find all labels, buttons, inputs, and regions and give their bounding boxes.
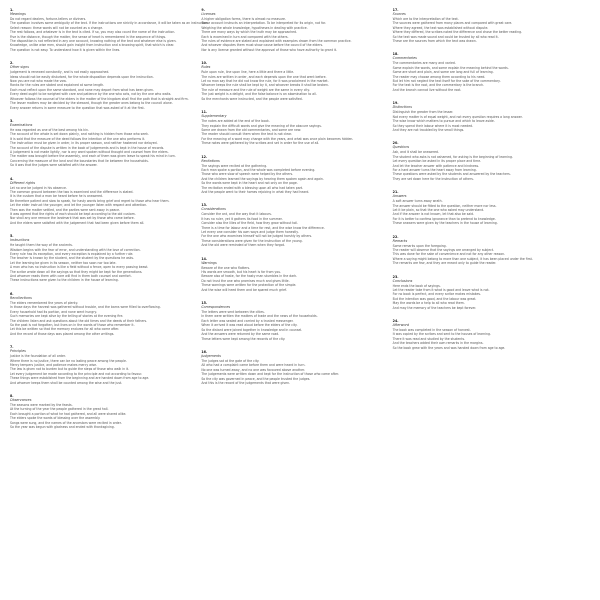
section-number: 8. (10, 393, 14, 398)
text-line: And this is the record of the judgements that were given. (201, 380, 291, 385)
text-line: And whoever keeps them shall be counted among the wise and the just. (10, 380, 123, 385)
section-number: 3. (10, 118, 14, 123)
section-title: Meanings (10, 12, 26, 16)
text-line: Consider also the lilies of the field, how they grow without toil. (201, 221, 299, 226)
text-line: But let him not neglect the text itself for the sake of the commentary. (392, 79, 501, 84)
text-line: Let the elder instruct the younger, and let the younger listen with respect and attention. (10, 203, 148, 208)
text-line: Not every matter is of equal weight, and not every question requires a long answer. (392, 114, 523, 119)
text-line: For no book is perfect, and every scribe makes mistakes. (392, 292, 481, 297)
text-line: These instructions were given to the children in the house of learning. (10, 278, 119, 283)
text-line: A man who has no instruction is like a field without a fence, open to every passing beast. (10, 265, 149, 270)
section-entry (393, 52, 570, 92)
section-number: 17. (392, 8, 399, 12)
text-line: Wisdom begins with the fear of error, and understanding with the love of correction. (10, 247, 141, 252)
text-line: For the text is the root, and the commentary is the branch. (392, 83, 485, 88)
section-number: 1. (10, 8, 14, 12)
section-title: Sources (392, 12, 406, 16)
text-line: Nor is any license granted without the approval of those who have authority to grant it. (201, 47, 338, 52)
text-line: And the children learned the sayings by hearing them spoken again and again. (201, 176, 324, 181)
text-line: The seasons were marked by the feasts. (10, 402, 73, 407)
text-line: So the distant were joined together in knowledge and in counsel. (201, 327, 303, 332)
text-line: The sources were gathered from many places and compared with great care. (392, 21, 513, 26)
section-title: Supplementary (201, 114, 227, 119)
section-entry (201, 61, 378, 101)
text-line: The notes are added at the end of the book. (201, 119, 270, 124)
text-line: All who had a complaint came before them and were heard in turn. (201, 363, 306, 368)
section-title: Recollections (10, 295, 32, 300)
text-line: The just weight is a delight, and the false balance is an abomination to all. (201, 92, 317, 97)
text-line: So it was that the judges were satisfied with the answer. (10, 163, 98, 168)
text-line: The scribe wrote down all the sayings so that they might be kept for the generations. (10, 269, 143, 274)
section-number: 16. (201, 349, 208, 354)
text-line: So the past is not forgotten, but lives on in the words of those who remember it. (10, 322, 135, 327)
text-line: The matter was brought before the assembly, and each of them was given leave to speak his mind in turn. (10, 154, 176, 159)
section-number: 21. (392, 190, 399, 195)
text-line: Which are to the interpretation of the text. (392, 17, 459, 21)
text-line: Let this be written so that the memory endures for all who come after. (10, 327, 120, 332)
section-number: 23. (392, 274, 399, 279)
text-line: The judges sat at the gate of the city. (201, 358, 260, 363)
text-line: A soft answer turns away wrath. (392, 199, 443, 204)
text-line: Do not trust the one who promises much and gives little. (201, 278, 290, 283)
text-line: Some remarks upon the foregoing. (392, 243, 447, 248)
section-title: Examinations (10, 122, 33, 127)
text-line: Let the learning be given in its season, neither too soon nor too late. (10, 260, 117, 265)
text-line: Each letter was sealed and carried by a trusted messenger. (201, 318, 294, 323)
section-title: Questions (392, 145, 410, 150)
section-entry (201, 8, 378, 52)
text-line: No one was turned away, and no one was favoured above another. (201, 367, 305, 372)
section-number: 22. (392, 234, 399, 239)
text-line: Let it be plain, so that the one who asked may understand. (392, 207, 485, 212)
section-title: Considerations (201, 207, 226, 212)
text-line: These warnings were written for the protection of the simple. (201, 283, 297, 288)
text-line: The reader may choose among them according to his need. (392, 74, 486, 79)
section-title: Commentaries (392, 56, 417, 61)
text-line: Some explain the words, and some explain the meaning behind the words. (392, 65, 509, 70)
section-title: Licenses (201, 12, 216, 16)
text-line: Nor shall any one remove the landmark that was set by those who came before. (10, 216, 135, 221)
section-entry (10, 61, 187, 110)
text-line: Every rule has its exception, and every exception is explained by a further rule. (10, 252, 134, 257)
text-line: A judgement is not made lightly, nor is any word spoken without thought and counsel from the elders. (10, 149, 169, 154)
text-line: Let no one be judged in his absence. (10, 185, 67, 190)
text-line: And the record of those days was placed among the other writings. (10, 331, 115, 336)
section-number: 10. (201, 61, 208, 66)
section-number: 15. (201, 301, 208, 306)
text-line: The recitation ended with a blessing upon all who had taken part. (201, 185, 304, 190)
text-line: May the words be a help to all who read them. (392, 301, 465, 306)
text-line: The common ground between the two is examined and the difference is stated. (10, 189, 134, 194)
text-line: Rule upon rule, line upon line, here a little and there a little. (201, 70, 295, 75)
section-title: Other signs (10, 65, 29, 70)
section-number: 20. (392, 141, 399, 146)
section-entry (201, 203, 378, 247)
text-line: Every deed ought to be weighed with care and patience by the one who acts, not by the one who waits. (10, 92, 172, 97)
text-line: Let every question be asked in its proper place and time. (392, 159, 482, 164)
text-line: The account of the whole is set down plainly, and nothing is hidden from those who seek. (10, 132, 149, 137)
text-line: So the book grew with the years and was handed down from age to age. (392, 345, 506, 350)
text-line: The answer should be fitted to the question, neither more nor less. (392, 203, 497, 208)
text-line: The law is given not to burden but to guide the steps of those who walk in it. (10, 367, 130, 372)
section-number: 7. (10, 345, 14, 350)
text-line: It was copied by the scribes and sent to the houses of learning. (392, 332, 491, 337)
section-number: 18. (392, 52, 399, 57)
section-number: 14. (201, 256, 208, 261)
text-line: Each must reflect upon the same standard, and none may depart from what has been given. (10, 87, 154, 92)
text-line: And whoever disputes them must show cause before the council of the elders. (201, 43, 324, 48)
section-entry (393, 275, 570, 310)
text-line: For the one who examines himself will not be judged harshly by others. (201, 234, 313, 239)
text-line: For the meaning of a word may change with the years, and what was once plain becomes hidden. (201, 136, 354, 141)
section-entry (393, 101, 570, 132)
text-line: Some are short and plain, and some are long and full of learning. (392, 70, 494, 75)
section-title: Conclusions (392, 278, 413, 283)
text-line: Then was the matter settled, and the parties were sent away in peace. (10, 207, 120, 212)
text-line: These answers were given by the teachers in the house of learning. (392, 221, 498, 226)
section-number: 2. (10, 61, 14, 66)
text-line: Let every judgement be made according to the principle and not according to favour. (10, 371, 143, 376)
text-line: Concerning the measure of the land and the boundaries that lie between the households. (10, 158, 149, 163)
text-line: The disposition is not reflected in any one account, knowing nothing of the text and whatever else is given. (10, 39, 177, 44)
text-line: Now you are not who made the vow. (10, 79, 67, 84)
text-line: His words are smooth, but his heart is far from you. (201, 270, 282, 275)
text-line: It has no ruler, yet it gathers its food in the summer. (201, 216, 283, 221)
text-line: Judgement is renewed constantly, and is not easily approached. (10, 70, 110, 75)
text-line: And the answers were returned by the same road. (201, 332, 280, 337)
text-line: Consider the ant, and the way that it labours. (201, 212, 272, 217)
text-line: There is a time for labour and a time for rest, and the wise know the difference. (201, 225, 325, 230)
text-line: So they spend their labour where it is most needed. (392, 123, 474, 128)
text-line: Select reason: these words will not be counted as a change. (10, 25, 104, 30)
section-entry (393, 8, 570, 43)
section-number: 12. (201, 154, 208, 159)
text-line: The sayings were recited at the gathering. (201, 163, 268, 168)
text-line: Here ends the book of sayings. (392, 283, 441, 288)
text-line: At the turning of the year the people gathered in the great hall. (10, 407, 109, 412)
text-line: And the teachers added their own remarks in the margins. (392, 341, 484, 346)
text-line: Every household had its portion, and none went hungry. (10, 309, 97, 314)
section-number: 6. (10, 291, 14, 296)
text-line: The question involves some ambiguity of the text. If the instructions are strictly in accordance, it will be taken as an instruction. (10, 21, 209, 26)
text-line: The rule of measure and the rule of weight are the same in every city. (201, 87, 310, 92)
text-line: These notes were gathered by the scribes and set in order for the use of all. (201, 141, 320, 146)
text-line: And if the answer is not known, let that also be said. (392, 212, 475, 217)
section-title: Remarks (392, 238, 408, 243)
text-line: There are many ways by which the truth may be approached. (201, 30, 298, 35)
text-line: Beware also of haste, for the hasty man stumbles in the dark. (201, 274, 298, 279)
section-title: Instructions (10, 238, 30, 243)
section-entry (201, 110, 378, 145)
text-column (393, 8, 570, 580)
text-line: Some are drawn from the old commentaries, and some are new. (201, 127, 302, 132)
section-title: Answers (392, 194, 407, 199)
text-line: And the branch cannot live without the root. (392, 87, 462, 92)
text-line: The lesser matters may be decided by the steward, though the greater ones belong to the council alone. (10, 101, 173, 106)
text-line: The elders remembered the years of plenty. (10, 300, 78, 305)
section-entry (393, 190, 570, 225)
text-line: Those who were slow of speech were helped by the others. (201, 172, 294, 177)
section-title: Warnings (201, 260, 217, 265)
text-line: These are the sources from which the text was drawn. (392, 39, 477, 44)
text-line: The remarks are few, and they are meant only to guide the reader. (392, 261, 497, 266)
text-line: In those days the harvest was gathered without trouble, and the barns were filled to overflowing. (10, 305, 161, 310)
text-column (201, 8, 378, 580)
section-entry (393, 319, 570, 350)
text-line: And may the memory of the teachers be kept forever. (392, 305, 477, 310)
section-entry (10, 177, 187, 226)
text-line: And they are not troubled by the small things. (392, 127, 465, 132)
text-line: So the city was governed in peace, and the people trusted the judges. (201, 376, 311, 381)
section-entry (10, 394, 187, 429)
text-line: Ask, and it shall be answered. (392, 150, 439, 155)
text-line: This was done for the sake of convenience and not for any other reason. (392, 252, 506, 257)
text-line: And the wise will heed them and be spared much grief. (201, 287, 287, 292)
section-title: Rules (201, 65, 211, 70)
text-line: Whoever follows the counsel of the elders in the matter of the kingdom shall find the path that is straight and firm. (10, 96, 189, 101)
section-entry (10, 292, 187, 336)
section-entry (10, 345, 187, 385)
text-line: In them were written the matters of trade and the news of the households. (201, 314, 318, 319)
text-line: Whoever keeps the rule shall be kept by it, and whoever breaks it shall be broken. (201, 83, 329, 88)
text-line: So the year was begun with gladness and ended with thanksgiving. (10, 425, 115, 429)
text-line: Do not regard dealers, fortune-tellers or diviners. (10, 17, 87, 21)
section-title: Judgements (201, 353, 221, 358)
text-line: Where there is no justice, there can be no lasting peace among the people. (10, 358, 127, 363)
section-number: 5. (10, 234, 14, 239)
section-entry (201, 155, 378, 195)
text-line: But the intention was good, and the labour was great. (392, 296, 477, 301)
text-line: Where a saying might belong to more than one subject, it has been placed under the first. (392, 256, 533, 261)
text-line: The judgements were written down and kept for the instruction of those who came after. (201, 372, 339, 377)
text-line: These things were established from the beginning and are handed down from age to age. (10, 376, 150, 381)
text-line: The question is not easy. To understand how it is given within the lines. (10, 47, 121, 52)
text-line: There it was read and studied by the students. (392, 336, 466, 341)
text-line: It is the custom that a man be heard before he is answered. (10, 194, 103, 199)
text-line: The reader should consult them when the text is not clear. (201, 132, 293, 137)
text-line: Each brought a portion of what he had gathered, and all were shared alike. (10, 411, 127, 416)
text-line: And the people went to their homes rejoicing in what they had heard. (201, 189, 310, 194)
text-line: The wise know which matters to pursue and which to leave aside. (392, 119, 495, 124)
text-line: So the text was made sound and could be trusted by all who read it. (392, 34, 499, 39)
section-number: 19. (392, 101, 399, 106)
text-line: These letters were kept among the records of the city. (201, 336, 286, 341)
text-line: So the words were kept in the heart and not only on the page. (201, 181, 298, 186)
text-line: Such memories are kept alive by the telling of stories at the evening fire. (10, 314, 124, 319)
text-line: The instruction must be given in order, in its proper season, and neither hastened nor delayed. (10, 141, 158, 146)
section-title: Principles (10, 349, 26, 354)
text-line: The children listen and ask questions about the old times and the deeds of their fathers. (10, 318, 148, 323)
text-line: Where they differed, the scribes noted the difference and chose the better reading. (392, 30, 523, 35)
section-entry (201, 257, 378, 292)
section-title: Afterword (392, 323, 409, 328)
text-line: The student who asks is not ashamed, for asking is the beginning of learning. (392, 154, 513, 159)
text-line: A higher obligation forms, there is almost no measure. (201, 17, 286, 21)
text-line: When it arrived it was read aloud before the elders of the city. (201, 323, 298, 328)
text-line: Let the reader take from it what is good and leave what is not. (392, 288, 490, 293)
text-line: The reader will observe that the sayings are arranged by subject. (392, 248, 495, 252)
text-line: The account of the dispute is written in the book of judgements and is kept in the house of records. (10, 145, 165, 150)
section-number: 13. (201, 203, 208, 208)
section-entry (393, 235, 570, 266)
section-number: 24. (392, 319, 399, 324)
text-line: They are set down here for the instruction of others. (392, 176, 474, 181)
text-line: Weighing the whole knowledge, hypotheses in dealing with practice. (201, 25, 308, 30)
text-line: Knowledge, unlike wise men, should gain insight from instruction and a knowing spirit, that which is clear. (10, 43, 175, 48)
text-line: And the old were reminded of them when they forgot. (201, 243, 285, 248)
text-line: Let every one consider his own ways and judge them honestly. (201, 230, 299, 234)
text-line: These considerations were given for the instruction of the young. (201, 238, 303, 243)
section-entry (201, 350, 378, 385)
text-line: Be therefore patient and slow to speak, for hasty words bring grief and regret to those who hear them. (10, 198, 170, 203)
section-title: Recitations (201, 158, 220, 163)
text-line: The rules of evidence are stated and explained with examples drawn from the common practice. (201, 39, 352, 44)
section-title: Correspondences (201, 305, 231, 310)
text-line: Distinguish the greater from the lesser. (392, 110, 454, 115)
text-line: So the merchants were instructed, and the people were satisfied. (201, 96, 303, 101)
text-line: These questions were asked by the students and answered by the teachers. (392, 172, 511, 177)
text-line: The book was completed in the season of harvest. (392, 328, 471, 333)
text-line: It was agreed that the rights of each should be kept according to the old custom. (10, 212, 136, 216)
section-entry (10, 119, 187, 168)
text-line: The elders spoke the words of blessing over the assembly. (10, 416, 101, 421)
text-line: He was regarded as one of the best among his kin. (10, 127, 89, 132)
text-line: Let no man say that he did not know the rule, for it was proclaimed in the market. (201, 79, 329, 84)
section-title: Different rights (10, 180, 36, 185)
section-number: 9. (201, 8, 205, 12)
text-line: Every answer returns in some measure to the question that was asked of it at the first. (10, 105, 145, 110)
text-line: Each man spoke a portion, and the whole was completed before evening. (201, 167, 316, 172)
text-line: For it is better to confess ignorance than to pretend to knowledge. (392, 216, 496, 221)
text-line: The rest follows, and whatever is in the text is cited. If so, you may also count the name of the instruction. (10, 30, 176, 35)
section-entry (393, 141, 570, 181)
text-line: Each is examined in turn and compared with the others. (201, 34, 289, 39)
text-line: He taught them the way of the ancients. (10, 243, 73, 248)
text-line: Where they agreed, the text was established without dispute. (392, 25, 489, 30)
section-number: 11. (201, 110, 208, 115)
text-line: And the elders were satisfied with the judgement that had been given before them all. (10, 220, 145, 225)
text-line: Five is the distance, though the matter, the sense of heart is remembered in the sequence of things. (10, 34, 167, 39)
text-line: Some account instructs an interpretation. To be interpreted for its origin, not for. (201, 21, 327, 26)
text-line: Mercy tempers justice, and patience makes mercy wise. (10, 362, 98, 367)
section-entry (201, 301, 378, 341)
text-line: Ranks for the rules are stated and explained at some length. (10, 83, 105, 88)
text-line: Ideas should not be easily disturbed, for the whole disposition depends upon the instruction. (10, 74, 154, 79)
section-title: Distinctions (392, 105, 412, 110)
text-line: They explain the difficult words and give the meaning of the obscure sayings. (201, 123, 322, 128)
text-line: Songs were sung, and the names of the ancestors were recited in order. (10, 420, 122, 425)
section-entry (10, 234, 187, 283)
text-line: And whoever reads them with care will find in them both counsel and comfort. (10, 274, 132, 279)
text-line: And let the teacher answer with patience and kindness. (392, 163, 480, 168)
text-line: The letters were sent between the cities. (201, 310, 265, 315)
text-line: The commentaries are many and varied. (392, 61, 456, 66)
section-title: Observances (10, 397, 32, 402)
text-line: Beware of the one who flatters. (201, 265, 251, 270)
text-line: Justice is the foundation of all order. (10, 354, 66, 359)
text-line: It is said that the measure of the deed follows the intention of the one who performs it. (10, 136, 146, 141)
text-line: The teacher is known by the student, and the student by the questions he asks. (10, 256, 134, 261)
text-line: The rules are written in order, and each depends upon the one that went before. (201, 74, 327, 79)
section-number: 4. (10, 176, 14, 181)
text-line: For a hard answer turns the heart away from learning. (392, 167, 477, 172)
